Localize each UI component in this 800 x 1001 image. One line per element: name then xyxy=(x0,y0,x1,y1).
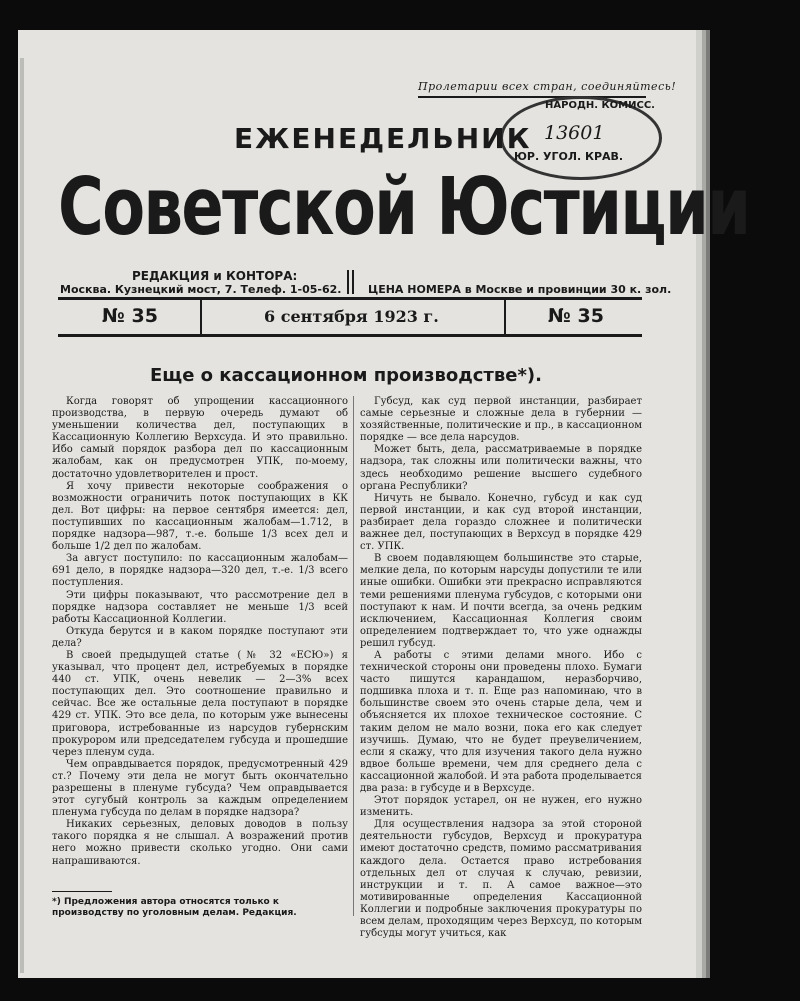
kicker: ЕЖЕНЕДЕЛЬНИК xyxy=(234,122,532,155)
paragraph: Чем оправдывается порядок, предусмотренный 429 ст.? Почему эти дела не могут быть окончательно разрешены в пленуме губсуда? Чем оправдывается этот сугубый контроль за каждым определением пленума губсуда по делам в порядке надзора? xyxy=(52,758,348,819)
paragraph: Губсуд, как суд первой инстанции, разбирает самые серьезные и сложные дела в губернии — хозяйственные, политические и пр., в кассационном порядке — все дела нарсудов. xyxy=(360,396,642,444)
stamp-top-text: НАРОДН. КОМИСС. xyxy=(545,100,655,111)
paragraph: В своей предыдущей статье (№ 32 «ЕСЮ») я указывал, что процент дел, истребуемых в порядке 440 ст. УПК, очень невелик — 2—3% всех поступающих дел. Это соотношение правильно и сейчас. Все же остальные дела поступают в порядке 429 ст. УПК. Это все дела, по которым уже вынесены приговора, истребованные из нарсудов губернским прокурором или председателем губсуда и прошедшие через пленум суда. xyxy=(52,649,348,758)
header-divider-2 xyxy=(352,270,354,294)
paragraph: Этот порядок устарел, он не нужен, его нужно изменить. xyxy=(360,795,642,819)
editorial-office-label: РЕДАКЦИЯ и КОНТОРА: xyxy=(132,269,298,283)
page-edge xyxy=(20,58,24,973)
paragraph: В своем подавляющем большинстве это старые, мелкие дела, по которым нарсуды допустили те или иные ошибки. Ошибки эти прекрасно исправляются теми решениями пленума губсудов, с которыми они поступают к нам. И почти всегда, за очень редким исключением, Кассационная Коллегия своим определением подтверждает то, что уже однажды решил губсуд. xyxy=(360,553,642,649)
column-rule xyxy=(353,396,354,916)
issue-price: ЦЕНА НОМЕРА в Москве и провинции 30 к. зол. xyxy=(368,283,672,296)
paragraph: Для осуществления надзора за этой стороной деятельности губсудов, Верхсуд и прокуратура имеют достаточно средств, помимо рассматривания каждого дела. Остается право истребования отдельных дел от случая к случаю, ревизии, инструкции и т. п. А самое важное—это мотивированные определения Кассационной Коллегии и подробные заключения прокуратуры по всем делам, проходящим через Верхсуд, по которым губсуды могут учиться, как xyxy=(360,819,642,940)
paragraph: А работы с этими делами много. Ибо с технической стороны они проведены плохо. Бумаги часто пишутся карандашом, неразборчиво, подшивка плоха и т. п. Еще раз напоминаю, что в большинстве своем это очень старые дела, чем и объясняется их плохое техническое состояние. С таким делом не мало возни, пока его как следует изучишь. Думаю, что не будет преувеличением, если я скажу, что для изучения такого дела нужно вдвое больше времени, чем для среднего дела с кассационной жалобой. И эта работа проделывается два раза: в губсуде и в Верхсуде. xyxy=(360,649,642,794)
paragraph: Я хочу привести некоторые соображения о возможности ограничить поток поступающих в КК дел. Вот цифры: на первое сентября имеется: дел, поступивших по кассационным жалобам—1.712, в порядке надзора—987, т.-е. больше 1/3 всех дел и больше 1/2 дел по жалобам. xyxy=(52,480,348,553)
motto-underline xyxy=(418,96,646,98)
issue-bar-divider-right xyxy=(504,297,506,337)
footnote: *) Предложения автора относятся только к производству по уголовным делам. Редакция. xyxy=(52,897,297,918)
issue-bar-bottom xyxy=(58,334,642,337)
issue-bar-divider-left xyxy=(200,297,202,337)
masthead: Советской Юстиции xyxy=(58,161,750,253)
article-column-right xyxy=(360,396,642,940)
footnote-rule xyxy=(52,891,112,892)
header-divider-1 xyxy=(347,270,349,294)
paragraph: Никаких серьезных, деловых доводов в пользу такого порядка я не слышал. А возражений против него можно привести сколько угодно. Они сами напрашиваются. xyxy=(52,819,348,867)
issue-date: 6 сентября 1923 г. xyxy=(264,307,439,326)
paragraph: Может быть, дела, рассматриваемые в порядке надзора, так сложны или политически важны, что здесь необходимо решение высшего судебного органа Республики? xyxy=(360,444,642,492)
issue-number-left: № 35 xyxy=(102,305,158,327)
issue-bar-top xyxy=(58,297,642,300)
issue-number-right: № 35 xyxy=(548,305,604,327)
stamp-bottom-text: ЮР. УГОЛ. КРАВ. xyxy=(514,150,624,163)
stamp-number: 13601 xyxy=(544,122,605,144)
article-column-left xyxy=(52,396,348,868)
editorial-office-address: Москва. Кузнецкий мост, 7. Телеф. 1-05-62. xyxy=(60,283,342,296)
paragraph: Когда говорят об упрощении кассационного производства, в первую очередь думают об уменьшении количества дел, поступающих в Кассационную Коллегию Верхсуда. И это правильно. Ибо самый порядок разбора дел по кассационным жалобам, как он предусмотрен УПК, по-моему, достаточно удовлетворителен и прост. xyxy=(52,396,348,480)
paragraph: Откуда берутся и в каком порядке поступают эти дела? xyxy=(52,625,348,649)
paragraph: Эти цифры показывают, что рассмотрение дел в порядке надзора составляет не меньше 1/3 всей работы Кассационной Коллегии. xyxy=(52,589,348,625)
motto: Пролетарии всех стран, соединяйтесь! xyxy=(418,80,677,93)
article-title: Еще о кассационном производстве*). xyxy=(150,365,542,386)
paragraph: За август поступило: по кассационным жалобам—691 дело, в порядке надзора—320 дел, т.-е. 1/3 всего поступления. xyxy=(52,553,348,589)
paragraph: Ничуть не бывало. Конечно, губсуд и как суд первой инстанции, и как суд второй инстанции, разбирает дела гораздо сложнее и политически важнее дел, поступающих в Верхсуд в порядке 429 ст. УПК. xyxy=(360,492,642,553)
